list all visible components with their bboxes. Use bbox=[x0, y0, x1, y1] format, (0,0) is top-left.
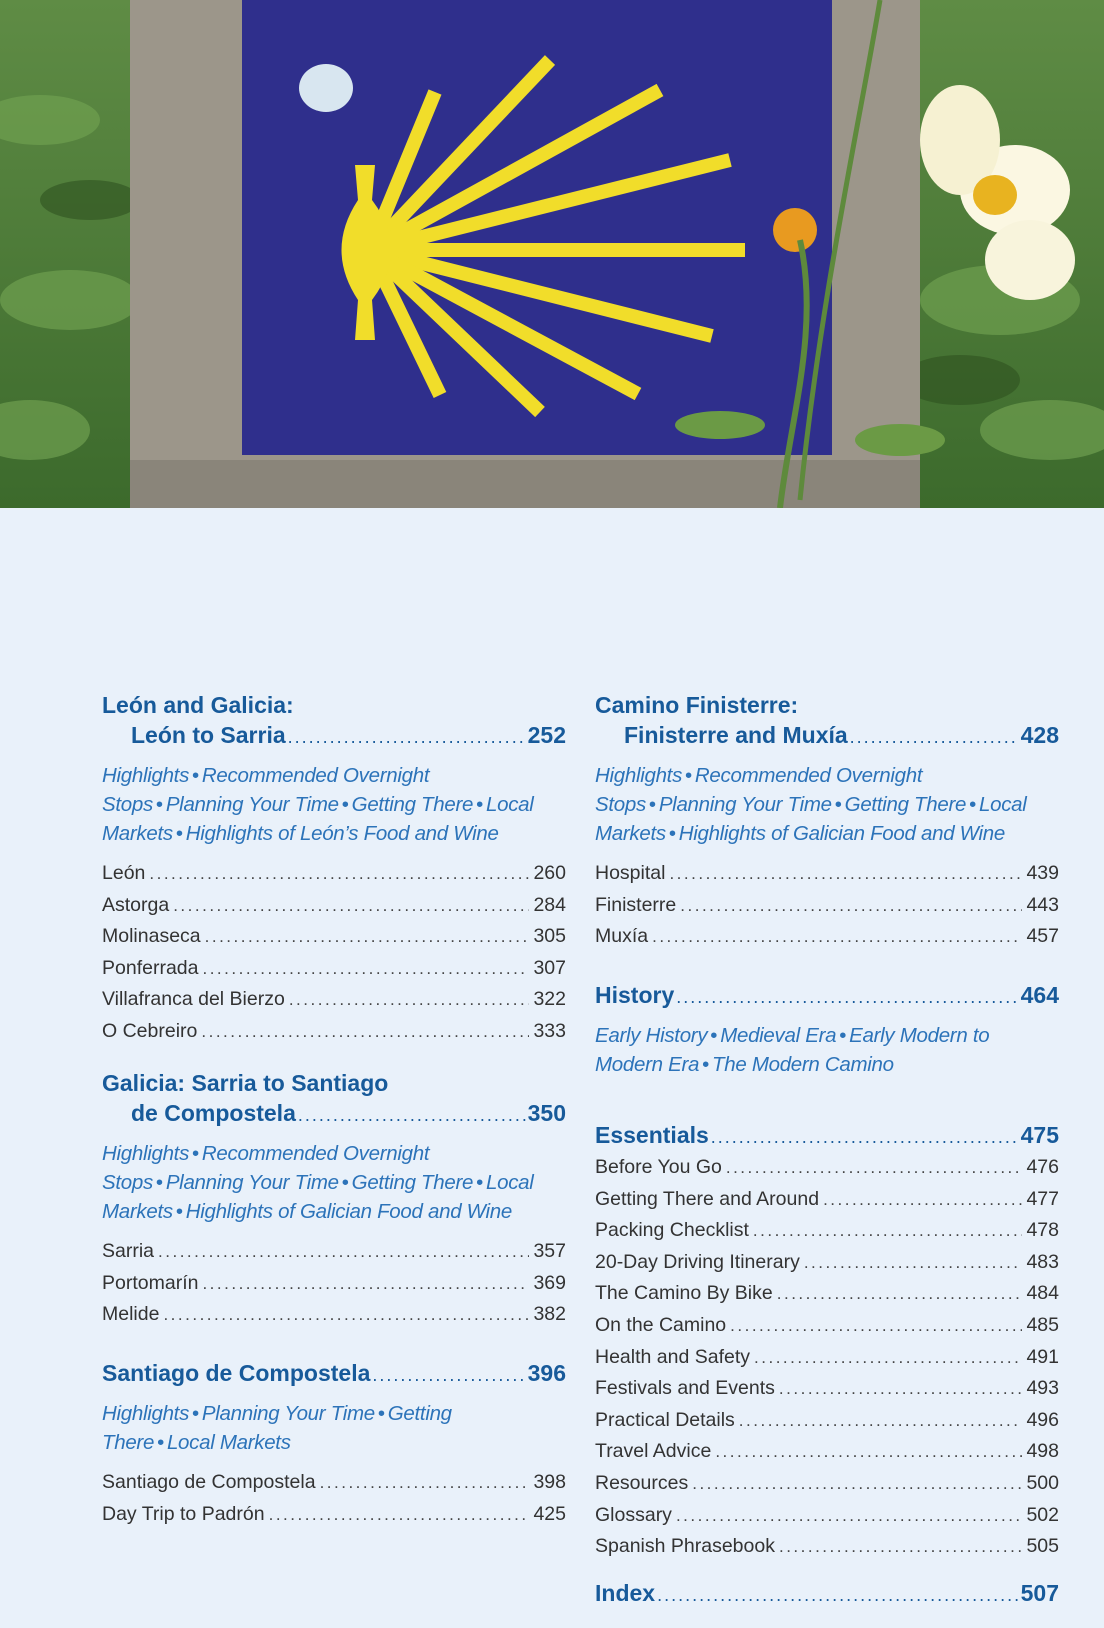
leader-dots bbox=[202, 954, 529, 985]
leader-dots bbox=[711, 1122, 1019, 1152]
entry-page-number: 457 bbox=[1026, 925, 1059, 948]
entry-name[interactable]: Villafranca del Bierzo bbox=[102, 988, 285, 1011]
entry-name[interactable]: The Camino By Bike bbox=[595, 1282, 773, 1305]
camino-marker-photo bbox=[0, 0, 1104, 508]
toc-section bbox=[102, 690, 566, 1048]
entry-name[interactable]: Packing Checklist bbox=[595, 1219, 749, 1242]
chapter-heading bbox=[595, 980, 1059, 1012]
chapter-title-line1: León and Galicia: bbox=[102, 692, 294, 718]
bullet-separator: • bbox=[341, 793, 349, 816]
entry-page-number: 284 bbox=[533, 893, 566, 916]
chapter-title[interactable]: Index bbox=[595, 1580, 656, 1606]
entry-page-number: 478 bbox=[1026, 1219, 1059, 1242]
bullet-separator: • bbox=[834, 793, 842, 816]
bullet-separator: • bbox=[157, 1431, 164, 1454]
toc-entry[interactable] bbox=[102, 921, 566, 953]
entry-name[interactable]: Festivals and Events bbox=[595, 1377, 775, 1400]
highlight-item[interactable]: Highlights of Galician Food and Wine bbox=[678, 822, 1006, 845]
leader-dots bbox=[205, 922, 530, 953]
toc-section bbox=[102, 1068, 566, 1331]
entry-name[interactable]: Finisterre bbox=[595, 893, 677, 916]
entry-page-number: 483 bbox=[1026, 1250, 1059, 1273]
leader-dots bbox=[173, 891, 529, 922]
highlight-item[interactable]: Planning Your Time bbox=[165, 1171, 339, 1194]
bullet-separator: • bbox=[685, 764, 692, 787]
bullet-separator: • bbox=[175, 1200, 183, 1223]
leader-dots bbox=[676, 1501, 1023, 1532]
entry-name[interactable]: Day Trip to Padrón bbox=[102, 1502, 265, 1525]
entry-page-number: 333 bbox=[533, 1019, 566, 1042]
highlight-item[interactable]: Local Markets bbox=[102, 1171, 534, 1223]
entry-page-number: 425 bbox=[533, 1502, 566, 1525]
toc-entry[interactable] bbox=[595, 1531, 1059, 1563]
leader-dots bbox=[652, 922, 1022, 953]
leader-dots bbox=[779, 1532, 1022, 1563]
chapter-title-row[interactable] bbox=[102, 1098, 566, 1130]
entry-page-number: 260 bbox=[533, 862, 566, 884]
entry-page-number: 382 bbox=[533, 1303, 566, 1326]
chapter-highlights bbox=[102, 761, 566, 848]
chapter-heading bbox=[102, 1358, 566, 1390]
leader-dots bbox=[730, 1311, 1022, 1342]
entry-page-number: 498 bbox=[1026, 1440, 1059, 1463]
toc-entry[interactable] bbox=[595, 1342, 1059, 1374]
entry-page-number: 476 bbox=[1026, 1156, 1059, 1178]
toc-entry[interactable] bbox=[102, 890, 566, 922]
highlight-item[interactable]: Getting There bbox=[102, 1402, 452, 1454]
leader-dots bbox=[149, 859, 529, 890]
leader-dots bbox=[804, 1248, 1023, 1279]
leader-dots bbox=[692, 1469, 1022, 1500]
bullet-separator: • bbox=[155, 1171, 163, 1194]
toc-entry[interactable] bbox=[102, 1268, 566, 1300]
toc-entry[interactable] bbox=[102, 953, 566, 985]
entry-page-number: 493 bbox=[1026, 1377, 1059, 1400]
leader-dots bbox=[288, 722, 526, 752]
chapter-title-row[interactable] bbox=[595, 1578, 1059, 1610]
leader-dots bbox=[269, 1500, 530, 1531]
toc-entry[interactable] bbox=[595, 1215, 1059, 1247]
bullet-separator: • bbox=[648, 793, 656, 816]
bullet-separator: • bbox=[969, 793, 977, 816]
toc-entry[interactable] bbox=[595, 921, 1059, 953]
toc-section bbox=[102, 1358, 566, 1530]
entry-page-number: 398 bbox=[533, 1471, 566, 1493]
highlight-item[interactable]: Early History bbox=[595, 1024, 708, 1047]
toc-entry[interactable] bbox=[595, 858, 1059, 890]
leader-dots bbox=[201, 1017, 529, 1048]
entry-page-number: 307 bbox=[533, 956, 566, 979]
leader-dots bbox=[715, 1437, 1022, 1468]
toc-entry[interactable] bbox=[102, 984, 566, 1016]
entry-name[interactable]: Molinaseca bbox=[102, 925, 201, 948]
leader-dots bbox=[850, 722, 1019, 752]
chapter-title-line1: Camino Finisterre: bbox=[595, 692, 799, 718]
leader-dots bbox=[372, 1360, 525, 1390]
bullet-separator: • bbox=[192, 1402, 199, 1425]
leader-dots bbox=[676, 982, 1018, 1012]
chapter-heading bbox=[595, 1578, 1059, 1610]
chapter-heading bbox=[595, 1120, 1059, 1152]
chapter-page-number: 507 bbox=[1020, 1580, 1059, 1606]
toc-entry[interactable] bbox=[102, 1499, 566, 1531]
chapter-title[interactable]: Finisterre and Muxía bbox=[624, 722, 848, 748]
leader-dots bbox=[158, 1237, 529, 1268]
entry-name[interactable]: Melide bbox=[102, 1303, 160, 1326]
entry-name[interactable]: Before You Go bbox=[595, 1156, 722, 1178]
leader-dots bbox=[777, 1279, 1023, 1310]
chapter-title-row[interactable] bbox=[595, 980, 1059, 1012]
entry-page-number: 369 bbox=[533, 1271, 566, 1294]
toc-entry[interactable] bbox=[102, 1299, 566, 1331]
entry-name[interactable]: O Cebreiro bbox=[102, 1019, 198, 1042]
highlight-item[interactable]: Planning Your Time bbox=[165, 793, 339, 816]
entry-name[interactable]: León bbox=[102, 862, 146, 884]
chapter-page-number: 475 bbox=[1020, 1122, 1059, 1148]
entry-name[interactable]: Muxía bbox=[595, 925, 649, 948]
toc-entry[interactable] bbox=[595, 1247, 1059, 1279]
leader-dots bbox=[754, 1343, 1022, 1374]
chapter-title-row[interactable] bbox=[102, 1358, 566, 1390]
entry-name[interactable]: Glossary bbox=[595, 1503, 672, 1526]
bullet-separator: • bbox=[192, 1142, 199, 1165]
highlight-item[interactable]: Highlights bbox=[102, 764, 190, 787]
highlight-item[interactable]: Getting There bbox=[351, 793, 474, 816]
entry-name[interactable]: Hospital bbox=[595, 862, 666, 884]
bullet-separator: • bbox=[341, 1171, 349, 1194]
bullet-separator: • bbox=[668, 822, 676, 845]
entry-name[interactable]: Travel Advice bbox=[595, 1440, 712, 1463]
bullet-separator: • bbox=[476, 793, 484, 816]
leader-dots bbox=[202, 1269, 529, 1300]
highlight-item[interactable]: Highlights bbox=[102, 1402, 190, 1425]
chapter-page-number: 464 bbox=[1020, 982, 1059, 1008]
entry-page-number: 502 bbox=[1026, 1503, 1059, 1526]
highlight-item[interactable]: The Modern Camino bbox=[712, 1053, 894, 1076]
bullet-separator: • bbox=[192, 764, 199, 787]
leader-dots bbox=[680, 891, 1022, 922]
bullet-separator: • bbox=[710, 1024, 718, 1047]
chapter-highlights bbox=[595, 1021, 1059, 1079]
entry-name[interactable]: Sarria bbox=[102, 1240, 155, 1262]
highlight-item[interactable]: Early Modern to Modern Era bbox=[595, 1024, 990, 1076]
toc-section bbox=[595, 1120, 1059, 1563]
highlight-item[interactable]: Recommended Overnight Stops bbox=[102, 764, 430, 816]
toc-section bbox=[595, 980, 1059, 1089]
entry-name[interactable]: Resources bbox=[595, 1471, 689, 1494]
entry-name[interactable]: Ponferrada bbox=[102, 956, 199, 979]
chapter-highlights bbox=[102, 1139, 566, 1226]
bullet-separator: • bbox=[476, 1171, 484, 1194]
leader-dots bbox=[657, 1580, 1019, 1610]
toc-entry[interactable] bbox=[595, 1468, 1059, 1500]
leader-dots bbox=[779, 1374, 1023, 1405]
entry-name[interactable]: On the Camino bbox=[595, 1313, 727, 1336]
chapter-heading bbox=[595, 690, 1059, 752]
toc-entry[interactable] bbox=[595, 1310, 1059, 1342]
toc-section bbox=[595, 1578, 1059, 1610]
bullet-separator: • bbox=[377, 1402, 385, 1425]
highlight-item[interactable]: Recommended Overnight Stops bbox=[102, 1142, 430, 1194]
toc-entry[interactable] bbox=[595, 1278, 1059, 1310]
toc-entry[interactable] bbox=[595, 1500, 1059, 1532]
highlight-item[interactable]: Highlights of León’s Food and Wine bbox=[185, 822, 499, 845]
chapter-heading bbox=[102, 690, 566, 752]
toc-entry[interactable] bbox=[595, 1436, 1059, 1468]
leader-dots bbox=[726, 1153, 1023, 1184]
leader-dots bbox=[298, 1100, 526, 1130]
leader-dots bbox=[739, 1406, 1023, 1437]
chapter-highlights bbox=[595, 761, 1059, 848]
entry-page-number: 322 bbox=[533, 988, 566, 1011]
toc-entry[interactable] bbox=[102, 1016, 566, 1048]
entry-page-number: 485 bbox=[1026, 1313, 1059, 1336]
entry-page-number: 491 bbox=[1026, 1345, 1059, 1368]
highlight-item[interactable]: Highlights bbox=[102, 1142, 190, 1165]
chapter-highlights bbox=[102, 1399, 566, 1457]
entry-name[interactable]: Santiago de Compostela bbox=[102, 1471, 316, 1493]
chapter-title-row[interactable] bbox=[595, 720, 1059, 752]
leader-dots bbox=[753, 1216, 1023, 1247]
toc-section bbox=[595, 690, 1059, 953]
scallop-shell-icon bbox=[0, 0, 1104, 508]
leader-dots bbox=[163, 1300, 529, 1331]
chapter-title[interactable]: Essentials bbox=[595, 1122, 709, 1148]
entry-page-number: 357 bbox=[533, 1240, 566, 1262]
bullet-separator: • bbox=[175, 822, 183, 845]
chapter-title[interactable]: Santiago de Compostela bbox=[102, 1360, 371, 1386]
toc-entry[interactable] bbox=[102, 858, 566, 890]
chapter-page-number: 252 bbox=[527, 722, 566, 748]
leader-dots bbox=[823, 1185, 1022, 1216]
entry-name[interactable]: Portomarín bbox=[102, 1271, 199, 1294]
entry-page-number: 305 bbox=[533, 925, 566, 948]
entry-page-number: 484 bbox=[1026, 1282, 1059, 1305]
entry-page-number: 477 bbox=[1026, 1187, 1059, 1210]
entry-name[interactable]: Astorga bbox=[102, 893, 170, 916]
bullet-separator: • bbox=[702, 1053, 709, 1076]
chapter-title[interactable]: León to Sarria bbox=[131, 722, 286, 748]
toc-entry[interactable] bbox=[595, 1405, 1059, 1437]
toc-entry[interactable] bbox=[595, 1152, 1059, 1184]
highlight-item[interactable]: Local Markets bbox=[102, 793, 534, 845]
entry-name[interactable]: 20-Day Driving Itinerary bbox=[595, 1250, 800, 1273]
highlight-item[interactable]: Local Markets bbox=[166, 1431, 291, 1454]
chapter-title-row[interactable] bbox=[102, 720, 566, 752]
highlight-item[interactable]: Local Markets bbox=[595, 793, 1027, 845]
entry-page-number: 443 bbox=[1026, 893, 1059, 916]
highlight-item[interactable]: Getting There bbox=[844, 793, 967, 816]
chapter-title-row[interactable] bbox=[595, 1120, 1059, 1152]
chapter-page-number: 428 bbox=[1020, 722, 1059, 748]
chapter-title[interactable]: History bbox=[595, 982, 675, 1008]
bullet-separator: • bbox=[155, 793, 163, 816]
entry-name[interactable]: Getting There and Around bbox=[595, 1187, 820, 1210]
highlight-item[interactable]: Getting There bbox=[351, 1171, 474, 1194]
bullet-separator: • bbox=[839, 1024, 847, 1047]
toc-entry[interactable] bbox=[102, 1467, 566, 1499]
entry-name[interactable]: Practical Details bbox=[595, 1408, 735, 1431]
entry-page-number: 505 bbox=[1026, 1535, 1059, 1558]
entry-name[interactable]: Spanish Phrasebook bbox=[595, 1535, 775, 1558]
leader-dots bbox=[669, 859, 1022, 890]
toc-entry[interactable] bbox=[595, 890, 1059, 922]
highlight-item[interactable]: Highlights of Galician Food and Wine bbox=[185, 1200, 513, 1223]
highlight-item[interactable]: Planning Your Time bbox=[201, 1402, 375, 1425]
toc-entry[interactable] bbox=[595, 1373, 1059, 1405]
leader-dots bbox=[320, 1468, 530, 1499]
highlight-item[interactable]: Medieval Era bbox=[720, 1024, 837, 1047]
highlight-item[interactable]: Recommended Overnight Stops bbox=[595, 764, 923, 816]
chapter-page-number: 396 bbox=[527, 1360, 566, 1386]
chapter-title-line1: Galicia: Sarria to Santiago bbox=[102, 1070, 389, 1096]
chapter-title[interactable]: de Compostela bbox=[131, 1100, 296, 1126]
leader-dots bbox=[289, 985, 530, 1016]
toc-entry[interactable] bbox=[102, 1236, 566, 1268]
entry-page-number: 500 bbox=[1026, 1471, 1059, 1494]
highlight-item[interactable]: Planning Your Time bbox=[658, 793, 832, 816]
entry-name[interactable]: Health and Safety bbox=[595, 1345, 751, 1368]
chapter-heading bbox=[102, 1068, 566, 1130]
chapter-page-number: 350 bbox=[527, 1100, 566, 1126]
highlight-item[interactable]: Highlights bbox=[595, 764, 683, 787]
entry-page-number: 439 bbox=[1026, 862, 1059, 884]
toc-entry[interactable] bbox=[595, 1184, 1059, 1216]
entry-page-number: 496 bbox=[1026, 1408, 1059, 1431]
